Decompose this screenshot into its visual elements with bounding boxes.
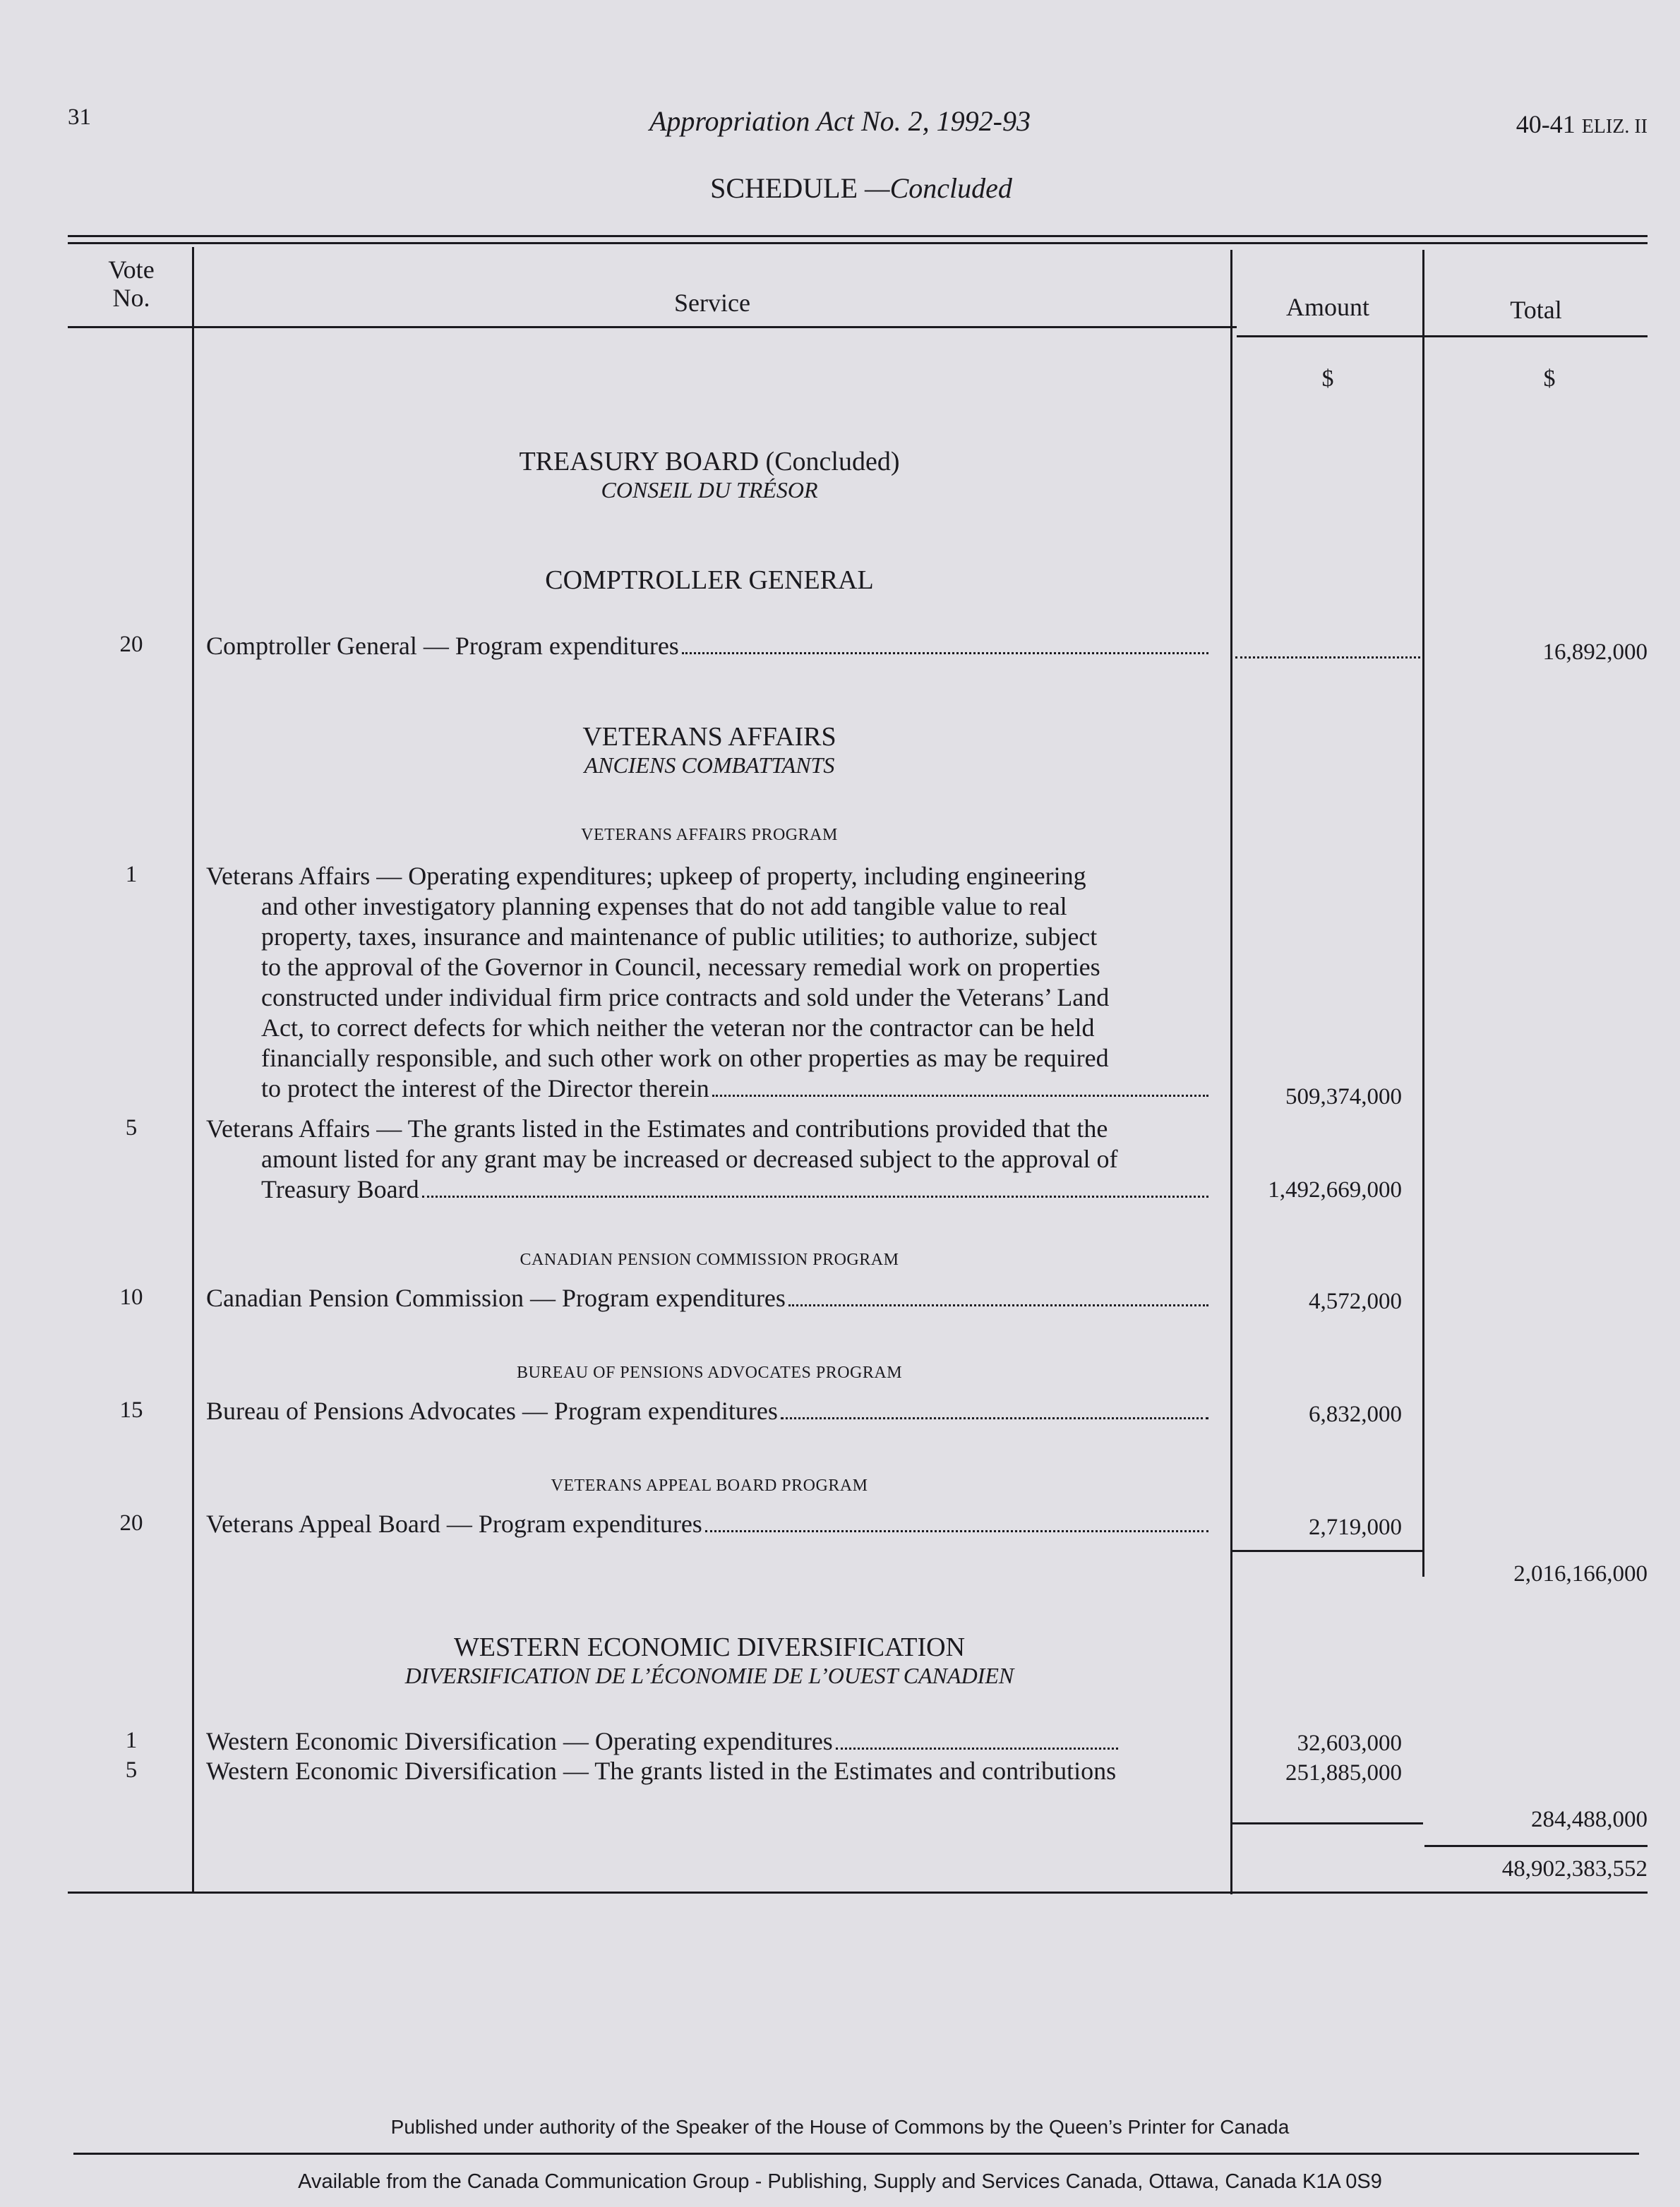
amount-value: 509,374,000 (1285, 1084, 1402, 1109)
vote-number: 5 (125, 1115, 138, 1141)
vote-number: 1 (125, 1728, 138, 1753)
dept-title-fr: CONSEIL DU TRÉSOR (601, 477, 818, 503)
schedule-title (0, 172, 1680, 205)
grand-total-value: 48,902,383,552 (1501, 1856, 1648, 1882)
service-cont-line: constructed under individual firm price contracts and sold under the Veterans’ Land (261, 983, 1110, 1011)
amount-value: 4,572,000 (1309, 1289, 1402, 1314)
service-cont-line: amount listed for any grant may be increased or decreased subject to the approval of (261, 1145, 1118, 1173)
schedule-title-main: SCHEDULE (710, 172, 865, 204)
table-top-rule (68, 235, 1648, 237)
service-text: Comptroller General — Program expenditures (206, 632, 679, 660)
leader-row (206, 631, 1213, 661)
vote-number: 20 (119, 1510, 143, 1536)
regnal-year (1516, 109, 1648, 139)
leader-row (206, 1726, 1213, 1757)
dot-leader (712, 1095, 1208, 1097)
total-value: 284,488,000 (1531, 1807, 1648, 1832)
schedule-title-concluded: —Concluded (865, 172, 1012, 204)
program-heading: VETERANS APPEAL BOARD PROGRAM (551, 1477, 868, 1495)
vote-number: 15 (119, 1397, 143, 1423)
leader-row (206, 1509, 1213, 1539)
amount-value: 2,719,000 (1309, 1515, 1402, 1540)
service-first-line: Veterans Affairs — Operating expenditures; upkeep of property, including engineering (206, 862, 1086, 890)
dot-leader (705, 1530, 1208, 1532)
service-line (206, 861, 1213, 1104)
vote-number: 20 (119, 632, 143, 657)
service-line (206, 1283, 1213, 1313)
service-cont-line: and other investigatory planning expenses that do not add tangible value to real (261, 892, 1067, 920)
header-total: Total (1510, 296, 1562, 324)
service-line (206, 1114, 1213, 1205)
amount-value: 251,885,000 (1285, 1760, 1402, 1786)
section-treasury-board (206, 446, 1213, 503)
table-top-rule-inner (68, 242, 1648, 244)
vote-number: 5 (125, 1757, 138, 1783)
header-vote-no: No. (112, 284, 150, 312)
dot-leader (836, 1748, 1118, 1750)
column-rule-amount-left (1230, 250, 1232, 1894)
publisher-note: Published under authority of the Speaker of the House of Commons by the Queen’s Printer for Canada (390, 2116, 1290, 2138)
dot-leader (422, 1196, 1208, 1198)
dot-leader (682, 652, 1208, 654)
header-service: Service (674, 289, 750, 317)
service-cont-line: to the approval of the Governor in Council, necessary remedial work on properties (261, 953, 1100, 981)
section-comptroller-general (206, 565, 1213, 596)
leader-row (206, 1396, 1213, 1426)
vote-number: 10 (119, 1285, 143, 1310)
column-rule-amount-right (1422, 250, 1424, 1577)
total-value: 2,016,166,000 (1513, 1561, 1648, 1587)
service-cont-line: property, taxes, insurance and maintenance of public utilities; to authorize, subject (261, 922, 1098, 951)
amount-value: 1,492,669,000 (1268, 1177, 1402, 1203)
dot-leader (781, 1417, 1208, 1419)
dot-leader (788, 1304, 1208, 1306)
dept-title-en: TREASURY BOARD (Concluded) (519, 447, 900, 476)
service-text: Western Economic Diversification — Operating expenditures (206, 1727, 833, 1755)
amount-currency: $ (1321, 366, 1334, 392)
running-title: Appropriation Act No. 2, 1992-93 (649, 105, 1031, 137)
dept-title-fr: DIVERSIFICATION DE L’ÉCONOMIE DE L’OUEST CANADIEN (404, 1663, 1014, 1688)
service-last-line: Treasury Board (261, 1175, 419, 1203)
regnal-year-number: 40-41 (1516, 110, 1582, 138)
service-line (206, 1396, 1213, 1426)
program-heading: VETERANS AFFAIRS PROGRAM (581, 826, 838, 844)
table-bottom-rule (68, 1892, 1648, 1894)
header-bottom-rule-left (68, 326, 1237, 328)
vote-number: 1 (125, 862, 138, 887)
service-last-line: to protect the interest of the Director therein (261, 1074, 709, 1102)
subtotal-rule (1232, 1822, 1423, 1824)
program-heading: CANADIAN PENSION COMMISSION PROGRAM (520, 1251, 899, 1269)
dept-title-fr: ANCIENS COMBATTANTS (584, 752, 835, 778)
header-vote (68, 255, 195, 312)
service-line: Western Economic Diversification — The grants listed in the Estimates and contributions (206, 1757, 1117, 1785)
grand-total-rule (1424, 1845, 1648, 1847)
leader-row (206, 1174, 1213, 1205)
service-first-line: Veterans Affairs — The grants listed in the Estimates and contributions provided that the (206, 1114, 1108, 1143)
service-line (206, 1509, 1213, 1539)
amount-dot-leader (1235, 656, 1420, 659)
header-amount: Amount (1285, 293, 1369, 321)
column-rule-vote (192, 247, 194, 1892)
header-vote-label: Vote (108, 255, 155, 284)
service-text: Bureau of Pensions Advocates — Program expenditures (206, 1397, 778, 1425)
subtotal-rule (1232, 1550, 1423, 1552)
total-currency: $ (1543, 366, 1556, 392)
dept-title-en: VETERANS AFFAIRS (582, 722, 836, 752)
service-line (206, 1726, 1213, 1757)
service-line (206, 631, 1213, 661)
total-value: 16,892,000 (1542, 639, 1648, 665)
leader-row (206, 1283, 1213, 1313)
amount-value: 32,603,000 (1297, 1731, 1402, 1756)
header-bottom-rule-right (1237, 335, 1648, 337)
program-heading: BUREAU OF PENSIONS ADVOCATES PROGRAM (516, 1364, 903, 1382)
leader-row (206, 1074, 1213, 1104)
availability-note: Available from the Canada Communication Group - Publishing, Supply and Services Canada, Ottawa, Canada K1A 0S9 (298, 2170, 1382, 2193)
footer-rule (73, 2153, 1639, 2155)
section-western-economic-diversification (206, 1632, 1213, 1689)
service-text: Veterans Appeal Board — Program expenditures (206, 1510, 702, 1538)
dept-title-en: COMPTROLLER GENERAL (545, 565, 874, 595)
service-text: Canadian Pension Commission — Program expenditures (206, 1284, 786, 1312)
amount-value: 6,832,000 (1309, 1402, 1402, 1427)
service-cont-line: Act, to correct defects for which neither the veteran nor the contractor can be held (261, 1014, 1095, 1042)
regnal-year-suffix: ELIZ. II (1581, 116, 1648, 138)
service-cont-line: financially responsible, and such other work on other properties as may be required (261, 1044, 1109, 1072)
section-veterans-affairs (206, 721, 1213, 778)
dept-title-en: WESTERN ECONOMIC DIVERSIFICATION (453, 1632, 966, 1662)
page-number: 31 (68, 104, 91, 130)
